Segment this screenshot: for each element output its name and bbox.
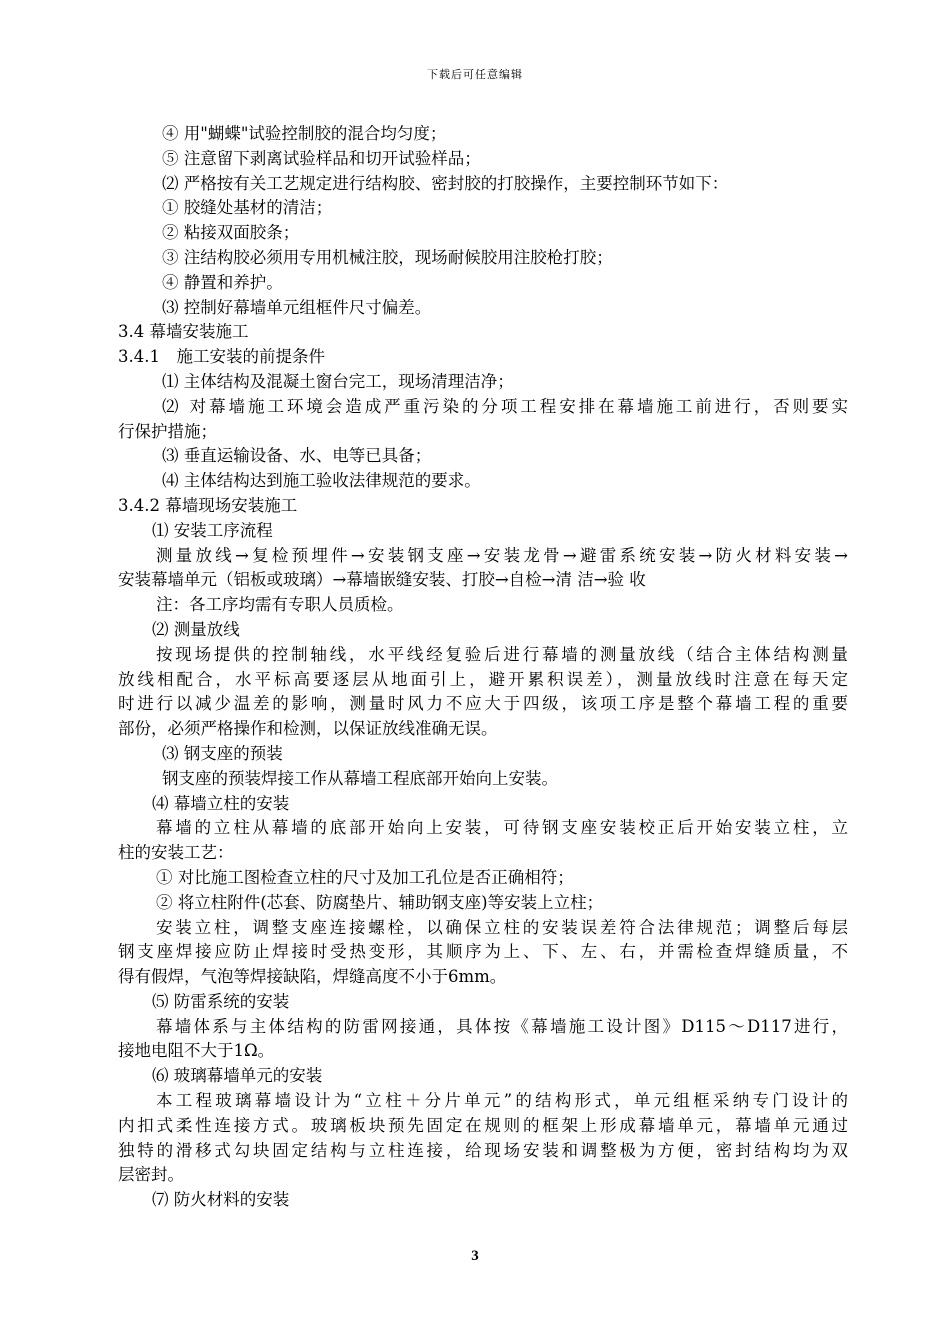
text-line: ② 将立柱附件(芯套、防腐垫片、辅助钢支座)等安装上立柱；	[156, 892, 604, 912]
text-line: 注：各工序均需有专职人员质检。	[156, 595, 404, 615]
text-line: ⑴ 主体结构及混凝土窗台完工，现场清理洁净；	[162, 371, 514, 391]
text-line: ⑶ 垂直运输设备、水、电等已具备；	[162, 446, 432, 466]
text-line: 接地电阻不大于1Ω。	[118, 1041, 275, 1061]
text-line: ⑵ 测量放线	[152, 619, 240, 639]
text-line: 3.4 幕墙安装施工	[118, 322, 249, 342]
text-line: ⑺ 防火材料的安装	[152, 1190, 290, 1210]
text-line: ⑤ 注意留下剥离试验样品和切开试验样品；	[162, 148, 481, 168]
text-line: 钢支座的预装焊接工作从幕墙工程底部开始向上安装。	[162, 768, 558, 788]
text-line: ⑹ 玻璃幕墙单元的安装	[152, 1066, 323, 1086]
text-line: 得有假焊，气泡等焊接缺陷，焊缝高度不小于6mm。	[118, 967, 507, 987]
text-line: 时进行以减少温差的影响，测量时风力不应大于四级，该项工序是整个幕墙工程的重要	[118, 694, 848, 714]
text-line: 本工程玻璃幕墙设计为“立柱＋分片单元”的结构形式，单元组框采纳专门设计的	[156, 1091, 848, 1111]
text-line: ⑷ 主体结构达到施工验收法律规范的要求。	[162, 471, 481, 491]
text-line: ⑷ 幕墙立柱的安装	[152, 793, 290, 813]
text-line: 柱的安装工艺：	[118, 843, 234, 863]
text-line: 幕墙的立柱从幕墙的底部开始向上安装，可待钢支座安装校正后开始安装立柱，立	[156, 818, 848, 838]
text-line: ⑵ 严格按有关工艺规定进行结构胶、密封胶的打胶操作，主要控制环节如下：	[162, 173, 729, 193]
document-body	[118, 122, 848, 1213]
page-header: 下载后可任意编辑	[427, 68, 523, 81]
text-line: 幕墙体系与主体结构的防雷网接通，具体按《幕墙施工设计图》D115～D117进行，	[156, 1016, 848, 1036]
text-line: 放线相配合，水平标高要逐层从地面引上，避开累积误差），测量放线时注意在每天定	[118, 669, 848, 689]
text-line: 安装立柱，调整支座连接螺栓，以确保立柱的安装误差符合法律规范；调整后每层	[156, 917, 848, 937]
text-line: ④ 静置和养护。	[162, 272, 283, 292]
text-line: ① 对比施工图检查立柱的尺寸及加工孔位是否正确相符；	[156, 867, 574, 887]
text-line: 安装幕墙单元（铝板或玻璃）→幕墙嵌缝安装、打胶→自检→清 洁→验 收	[118, 570, 646, 590]
text-line: ③ 注结构胶必须用专用机械注胶，现场耐候胶用注胶枪打胶；	[162, 247, 613, 267]
text-line: 测量放线→复检预埋件→安装钢支座→安装龙骨→避雷系统安装→防火材料安装→	[156, 545, 848, 565]
text-line: ⑸ 防雷系统的安装	[152, 991, 290, 1011]
text-line: ⑵ 对幕墙施工环境会造成严重污染的分项工程安排在幕墙施工前进行，否则要实	[162, 396, 848, 416]
text-line: ⑴ 安装工序流程	[152, 520, 273, 540]
text-line: 行保护措施；	[118, 421, 217, 441]
text-line: 3.4.1 施工安装的前提条件	[118, 347, 325, 367]
text-line: 3.4.2 幕墙现场安装施工	[118, 495, 298, 515]
text-line: ⑶ 钢支座的预装	[162, 743, 283, 763]
text-line: ② 粘接双面胶条；	[162, 223, 300, 243]
text-line: ⑶ 控制好幕墙单元组框件尺寸偏差。	[162, 297, 432, 317]
text-line: ④ 用"蝴蝶"试验控制胶的混合均匀度；	[162, 124, 447, 143]
text-line: 层密封。	[118, 1165, 184, 1185]
text-line: 钢支座焊接应防止焊接时受热变形，其顺序为上、下、左、右，并需检查焊缝质量，不	[118, 942, 848, 962]
text-line: ① 胶缝处基材的清洁；	[162, 198, 333, 218]
text-line: 部份，必须严格操作和检测，以保证放线准确无误。	[118, 719, 498, 739]
text-line: 独特的滑移式勾块固定结构与立柱连接，给现场安装和调整极为方便，密封结构均为双	[118, 1140, 848, 1160]
page-number: 3	[471, 1248, 479, 1264]
text-line: 按现场提供的控制轴线，水平线经复验后进行幕墙的测量放线（结合主体结构测量	[156, 644, 848, 664]
text-line: 内扣式柔性连接方式。玻璃板块预先固定在规则的框架上形成幕墙单元，幕墙单元通过	[118, 1115, 848, 1135]
